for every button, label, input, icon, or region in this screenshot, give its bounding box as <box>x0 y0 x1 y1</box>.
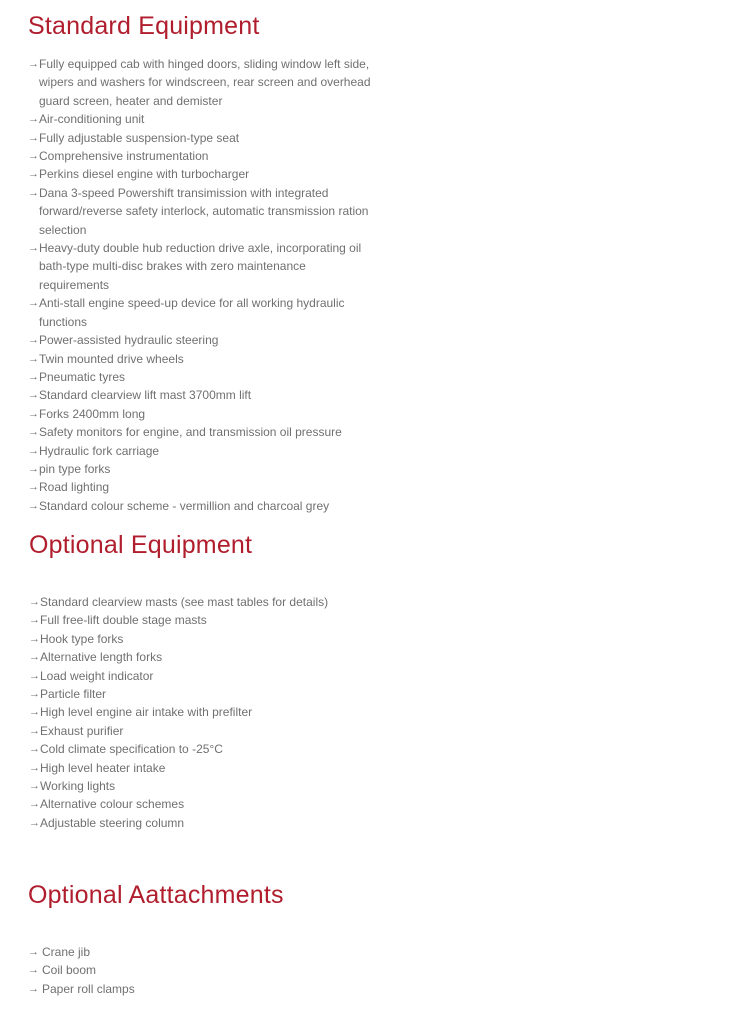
arrow-right-icon: → <box>29 651 40 664</box>
list-item-text: High level engine air intake with prefilter <box>40 705 253 720</box>
list-item <box>28 423 378 441</box>
list-item <box>28 405 378 423</box>
list-item-text: Full free-lift double stage masts <box>40 613 207 628</box>
list-item <box>28 110 378 128</box>
arrow-right-icon: → <box>29 669 40 682</box>
list-item-text: Dana 3-speed Powershift transimission with integrated forward/reverse safety interlock, automatic transmission ration selection <box>39 185 369 237</box>
list-item-text: Pneumatic tyres <box>39 369 126 384</box>
list-item-text: Exhaust purifier <box>40 723 124 738</box>
list-item-text: Forks 2400mm long <box>39 406 146 421</box>
arrow-right-icon: → <box>28 407 39 420</box>
arrow-right-icon: → <box>28 297 39 310</box>
arrow-right-icon: → <box>29 688 40 701</box>
list-item-text: Road lighting <box>39 480 110 495</box>
list-item-text: Crane jib <box>42 945 91 959</box>
list-item <box>28 147 378 165</box>
optional-equipment-section <box>29 530 379 832</box>
arrow-right-icon: → <box>29 706 40 719</box>
arrow-right-icon: → <box>29 761 40 774</box>
list-item <box>28 386 378 404</box>
list-item <box>28 294 378 331</box>
standard-equipment-section <box>28 11 378 515</box>
list-item <box>28 129 378 147</box>
arrow-right-icon: → <box>28 499 39 512</box>
list-item <box>29 611 379 629</box>
arrow-right-icon: → <box>28 964 39 977</box>
arrow-right-icon: → <box>28 444 39 457</box>
list-item <box>28 331 378 349</box>
list-item-text: Particle filter <box>40 687 107 702</box>
list-item <box>29 703 379 721</box>
arrow-right-icon: → <box>28 334 39 347</box>
list-item-text: Anti-stall engine speed-up device for all working hydraulic functions <box>39 296 345 329</box>
standard-equipment-heading: Standard Equipment <box>28 12 260 40</box>
list-item-text: Standard colour scheme - vermillion and charcoal grey <box>39 498 330 513</box>
arrow-right-icon: → <box>29 816 40 829</box>
list-item <box>28 497 378 515</box>
list-item <box>28 460 378 478</box>
arrow-right-icon: → <box>28 131 39 144</box>
list-item-text: Load weight indicator <box>40 668 154 683</box>
arrow-right-icon: → <box>29 632 40 645</box>
list-item-text: Twin mounted drive wheels <box>39 351 184 366</box>
arrow-right-icon: → <box>28 150 39 163</box>
arrow-right-icon: → <box>28 186 39 199</box>
list-item <box>29 722 379 740</box>
list-item-text: Heavy-duty double hub reduction drive axle, incorporating oil bath-type multi-disc brakes with zero maintenance requirements <box>39 241 362 292</box>
arrow-right-icon: → <box>29 596 40 608</box>
list-item <box>29 759 379 777</box>
arrow-right-icon: → <box>28 946 39 958</box>
list-item <box>28 55 378 110</box>
list-item <box>28 368 378 386</box>
list-item-text: Safety monitors for engine, and transmission oil pressure <box>39 425 342 440</box>
arrow-right-icon: → <box>29 743 40 756</box>
list-item <box>29 667 379 685</box>
list-item-text: Standard clearview masts (see mast tables for details) <box>40 595 329 609</box>
list-item-text: Alternative length forks <box>40 650 163 665</box>
list-item-text: Fully equipped cab with hinged doors, sliding window left side, wipers and washers for windscreen, rear screen and overhead guard screen, heater and demister <box>39 57 371 108</box>
list-item-text: High level heater intake <box>40 760 166 775</box>
arrow-right-icon: → <box>28 242 39 255</box>
list-item <box>28 980 378 998</box>
arrow-right-icon: → <box>28 58 39 70</box>
arrow-right-icon: → <box>29 614 40 627</box>
list-item <box>29 777 379 795</box>
list-item-text: Hook type forks <box>40 631 124 646</box>
arrow-right-icon: → <box>28 389 39 402</box>
list-item <box>29 685 379 703</box>
arrow-right-icon: → <box>28 481 39 494</box>
list-item <box>28 943 378 961</box>
list-item-text: Hydraulic fork carriage <box>39 443 160 458</box>
list-item-text: Coil boom <box>42 963 97 978</box>
arrow-right-icon: → <box>29 724 40 737</box>
list-item-text: Standard clearview lift mast 3700mm lift <box>39 388 252 403</box>
list-item <box>28 350 378 368</box>
list-item-text: Perkins diesel engine with turbocharger <box>39 167 250 182</box>
arrow-right-icon: → <box>28 982 39 995</box>
list-item-text: Comprehensive instrumentation <box>39 149 209 164</box>
optional-attachments-list <box>28 943 378 998</box>
arrow-right-icon: → <box>28 462 39 475</box>
arrow-right-icon: → <box>29 780 40 793</box>
list-item <box>29 795 379 813</box>
list-item <box>29 814 379 832</box>
list-item <box>28 478 378 496</box>
list-item-text: Power-assisted hydraulic steering <box>39 333 219 348</box>
list-item-text: Adjustable steering column <box>40 815 185 830</box>
arrow-right-icon: → <box>28 113 39 126</box>
list-item <box>29 740 379 758</box>
list-item <box>28 165 378 183</box>
list-item <box>28 961 378 979</box>
optional-equipment-heading: Optional Equipment <box>29 531 253 559</box>
standard-equipment-list <box>28 55 378 515</box>
arrow-right-icon: → <box>28 352 39 365</box>
arrow-right-icon: → <box>28 168 39 181</box>
arrow-right-icon: → <box>29 798 40 811</box>
list-item-text: Paper roll clamps <box>42 981 135 996</box>
list-item-text: Working lights <box>40 779 116 794</box>
arrow-right-icon: → <box>28 426 39 439</box>
arrow-right-icon: → <box>28 370 39 383</box>
optional-attachments-section <box>28 880 378 998</box>
optional-equipment-list <box>29 593 379 832</box>
list-item-text: Air-conditioning unit <box>39 112 145 127</box>
list-item-text: Cold climate specification to -25°C <box>40 742 223 757</box>
list-item <box>28 442 378 460</box>
optional-attachments-heading: Optional Aattachments <box>28 881 284 909</box>
list-item <box>28 239 378 294</box>
list-item <box>29 593 379 611</box>
list-item <box>28 184 378 239</box>
list-item <box>29 648 379 666</box>
list-item-text: Fully adjustable suspension-type seat <box>39 130 240 145</box>
list-item-text: Alternative colour schemes <box>40 797 185 812</box>
list-item-text: pin type forks <box>39 461 111 476</box>
list-item <box>29 630 379 648</box>
